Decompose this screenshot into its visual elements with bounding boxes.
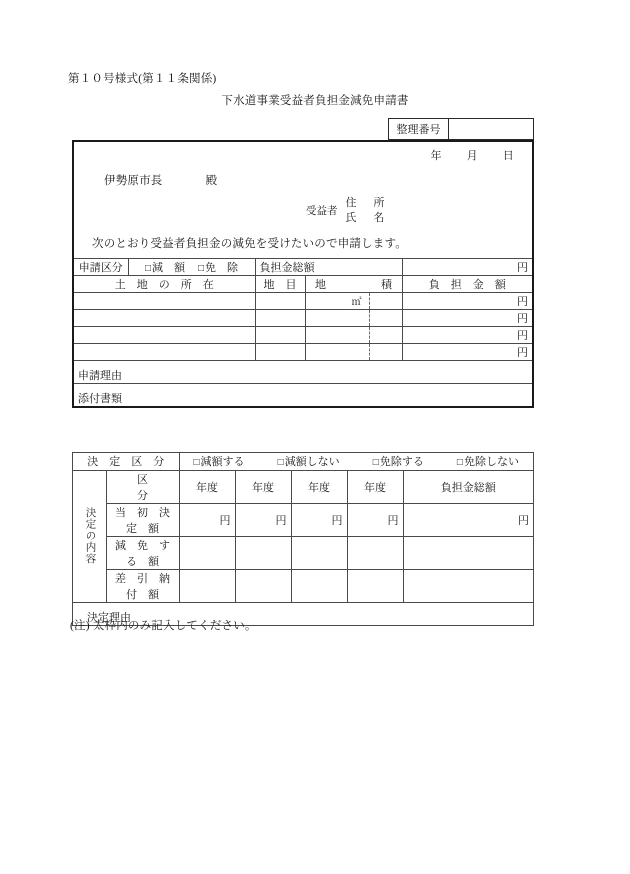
decision-year-header-3: 年度	[291, 470, 347, 503]
attachments-row	[74, 383, 532, 406]
decision-total-header: 負担金総額	[403, 470, 533, 503]
decision-balance-year-1[interactable]	[179, 569, 235, 602]
decision-year-header-4: 年度	[347, 470, 403, 503]
land-category-cell[interactable]	[255, 326, 305, 343]
decision-header-row	[73, 470, 533, 503]
land-area-cell[interactable]	[305, 309, 402, 326]
form-number: 第１０号様式(第１１条関係)	[68, 73, 217, 85]
decision-reduction-year-1[interactable]	[179, 536, 235, 569]
land-category-cell[interactable]	[255, 343, 305, 360]
application-type-options	[128, 258, 255, 275]
area-unit-label: ㎡	[351, 297, 362, 309]
land-area-header: 地 積	[305, 275, 402, 292]
land-category-header: 地 目	[255, 275, 305, 292]
decision-initial-year-4[interactable]: 円	[347, 503, 403, 536]
land-table-header-row	[74, 275, 532, 292]
application-type-row	[74, 258, 532, 275]
beneficiary-name-label: 氏 名	[345, 211, 388, 224]
decision-row-label-balance: 差 引 納 付 額	[106, 569, 179, 602]
date-year-label: 年	[430, 150, 442, 162]
attachments-cell[interactable]	[74, 383, 532, 406]
beneficiary-address-label: 住 所	[345, 197, 388, 209]
footer-note: (注) 太枠内のみ記入してください。	[70, 620, 257, 632]
application-table	[74, 258, 532, 406]
date-month-label: 月	[466, 150, 478, 162]
land-amount-cell[interactable]: 円	[402, 309, 532, 326]
decision-reduction-year-2[interactable]	[235, 536, 291, 569]
decision-year-header-1: 年度	[179, 470, 235, 503]
checkbox-exempt-yes[interactable]: □ 免除する	[373, 453, 424, 469]
date-day-label: 日	[502, 150, 514, 162]
table-row	[74, 309, 532, 326]
decision-type-label: 決 定 区 分	[73, 453, 179, 470]
land-amount-cell[interactable]: 円	[402, 326, 532, 343]
applicant-section	[72, 140, 534, 408]
table-row	[74, 292, 532, 309]
decision-row-label-initial: 当 初 決 定 額	[106, 503, 179, 536]
land-category-cell[interactable]	[255, 309, 305, 326]
decision-initial-year-1[interactable]: 円	[179, 503, 235, 536]
land-category-cell[interactable]	[255, 292, 305, 309]
decision-table	[73, 453, 533, 625]
checkbox-reduction[interactable]: □ 減 額	[145, 259, 185, 275]
addressee-name: 伊勢原市長	[104, 175, 163, 187]
checkbox-exemption[interactable]: □ 免 除	[198, 259, 238, 275]
statement-text: 次のとおり受益者負担金の減免を受けたいので申請します。	[92, 237, 407, 250]
decision-initial-year-3[interactable]: 円	[291, 503, 347, 536]
decision-type-options	[179, 453, 533, 470]
application-reason-label: 申請理由	[78, 369, 122, 382]
land-location-cell[interactable]	[74, 292, 255, 309]
total-amount-label: 負担金総額	[255, 258, 402, 275]
checkbox-reduce-no[interactable]: □ 減額しない	[278, 453, 340, 469]
decision-category-header: 区 分	[106, 470, 179, 503]
checkbox-exempt-no[interactable]: □ 免除しない	[457, 453, 519, 469]
reference-number-label: 整理番号	[389, 119, 449, 139]
land-area-cell[interactable]	[305, 292, 402, 309]
reference-number-box	[388, 118, 534, 140]
decision-balance-year-2[interactable]	[235, 569, 291, 602]
application-type-label: 申請区分	[74, 258, 128, 275]
land-location-cell[interactable]	[74, 309, 255, 326]
decision-section	[72, 452, 534, 626]
checkbox-reduce-yes[interactable]: □ 減額する	[194, 453, 245, 469]
table-row	[73, 503, 533, 536]
addressee-honorific: 殿	[205, 175, 218, 187]
total-amount-value[interactable]: 円	[402, 258, 532, 275]
addressee-line	[74, 163, 532, 188]
decision-content-vertical-label: 決定の内容	[73, 470, 106, 602]
decision-initial-total[interactable]: 円	[403, 503, 533, 536]
decision-balance-total[interactable]	[403, 569, 533, 602]
application-reason-cell[interactable]	[74, 360, 532, 383]
table-row	[74, 326, 532, 343]
decision-row-label-reduction: 減 免 す る 額	[106, 536, 179, 569]
land-area-cell[interactable]	[305, 326, 402, 343]
attachments-label: 添付書類	[78, 392, 122, 405]
decision-reduction-year-4[interactable]	[347, 536, 403, 569]
decision-initial-year-2[interactable]: 円	[235, 503, 291, 536]
beneficiary-block	[306, 188, 532, 226]
decision-year-header-2: 年度	[235, 470, 291, 503]
decision-reduction-year-3[interactable]	[291, 536, 347, 569]
decision-reduction-total[interactable]	[403, 536, 533, 569]
land-location-cell[interactable]	[74, 326, 255, 343]
decision-type-row	[73, 453, 533, 470]
date-line	[74, 142, 532, 163]
land-location-cell[interactable]	[74, 343, 255, 360]
table-row	[73, 536, 533, 569]
page-title: 下水道事業受益者負担金減免申請書	[221, 95, 409, 107]
beneficiary-label: 受益者	[306, 206, 338, 218]
land-amount-cell[interactable]: 円	[402, 343, 532, 360]
decision-balance-year-3[interactable]	[291, 569, 347, 602]
table-row	[74, 343, 532, 360]
land-amount-header: 負 担 金 額	[402, 275, 532, 292]
decision-balance-year-4[interactable]	[347, 569, 403, 602]
land-location-header: 土 地 の 所 在	[74, 275, 255, 292]
land-amount-cell[interactable]: 円	[402, 292, 532, 309]
application-reason-row	[74, 360, 532, 383]
table-row	[73, 569, 533, 602]
decision-reason-label: 決定理由	[87, 611, 131, 624]
land-area-cell[interactable]	[305, 343, 402, 360]
reference-number-input[interactable]	[449, 119, 533, 139]
